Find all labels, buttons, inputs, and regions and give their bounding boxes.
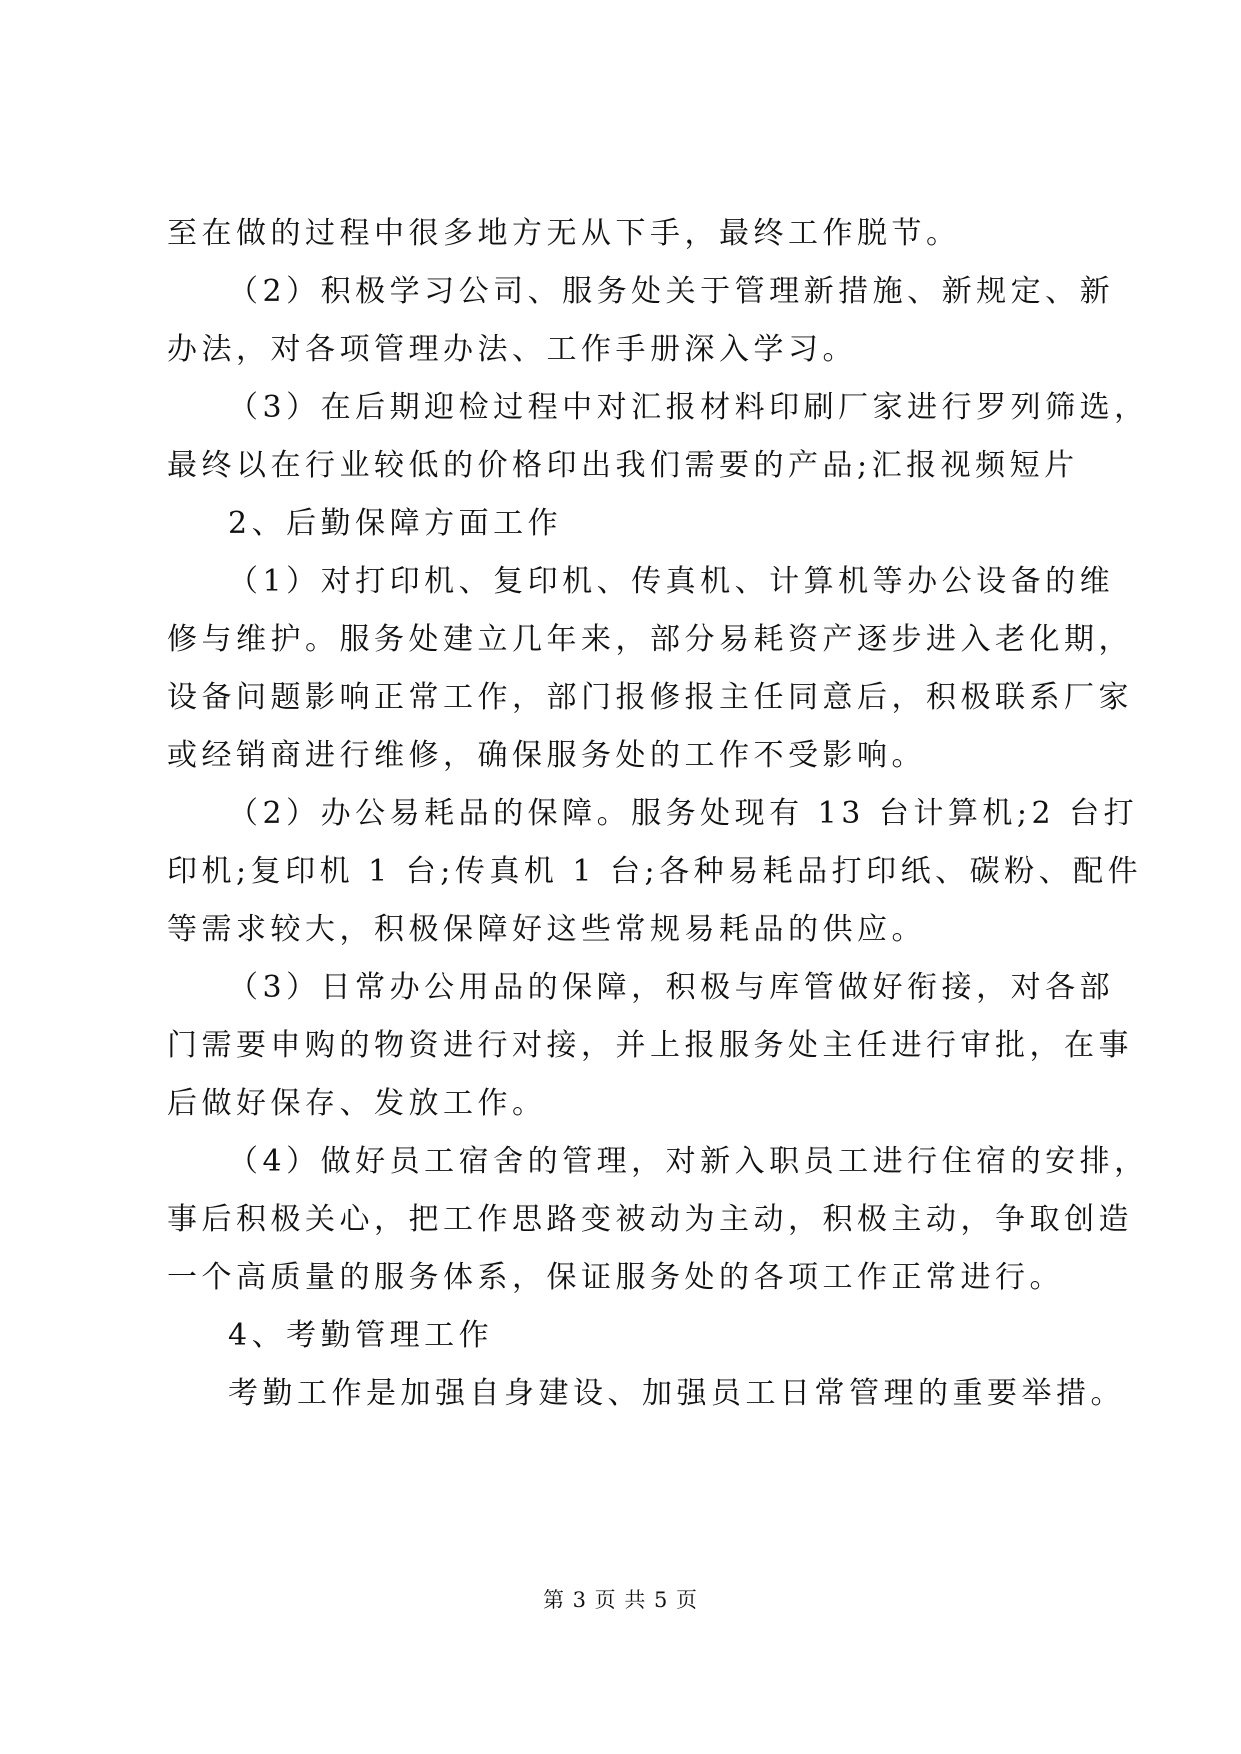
- text-line: （3）在后期迎检过程中对汇报材料印刷厂家进行罗列筛选，: [228, 390, 1149, 425]
- text-line: 等需求较大，积极保障好这些常规易耗品的供应。: [167, 912, 926, 947]
- text-line: （1）对打印机、复印机、传真机、计算机等办公设备的维: [228, 564, 1115, 599]
- text-line: 门需要申购的物资进行对接，并上报服务处主任进行审批，在事: [167, 1028, 1133, 1063]
- text-line: （2）办公易耗品的保障。服务处现有 13 台计算机;2 台打: [228, 796, 1139, 831]
- text-line: 最终以在行业较低的价格印出我们需要的产品;汇报视频短片: [167, 448, 1079, 483]
- page-footer: 第 3 页 共 5 页: [542, 1588, 699, 1612]
- text-line: 修与维护。服务处建立几年来，部分易耗资产逐步进入老化期，: [167, 622, 1133, 657]
- text-line: 事后积极关心，把工作思路变被动为主动，积极主动，争取创造: [167, 1202, 1133, 1237]
- text-line: （4）做好员工宿舍的管理，对新入职员工进行住宿的安排，: [228, 1144, 1149, 1179]
- section-heading: 2、后勤保障方面工作: [228, 506, 563, 541]
- text-line: 一个高质量的服务体系，保证服务处的各项工作正常进行。: [167, 1260, 1064, 1295]
- text-line: 至在做的过程中很多地方无从下手，最终工作脱节。: [167, 216, 961, 251]
- text-line: 印机;复印机 1 台;传真机 1 台;各种易耗品打印纸、碳粉、配件: [167, 854, 1143, 889]
- text-line: 设备问题影响正常工作，部门报修报主任同意后，积极联系厂家: [167, 680, 1133, 715]
- text-line: 考勤工作是加强自身建设、加强员工日常管理的重要举措。: [228, 1376, 1125, 1411]
- section-heading: 4、考勤管理工作: [228, 1318, 494, 1353]
- text-line: （2）积极学习公司、服务处关于管理新措施、新规定、新: [228, 274, 1115, 309]
- text-line: （3）日常办公用品的保障，积极与库管做好衔接，对各部: [228, 970, 1115, 1005]
- text-line: 后做好保存、发放工作。: [167, 1086, 547, 1121]
- text-line: 或经销商进行维修，确保服务处的工作不受影响。: [167, 738, 926, 773]
- text-line: 办法，对各项管理办法、工作手册深入学习。: [167, 332, 857, 367]
